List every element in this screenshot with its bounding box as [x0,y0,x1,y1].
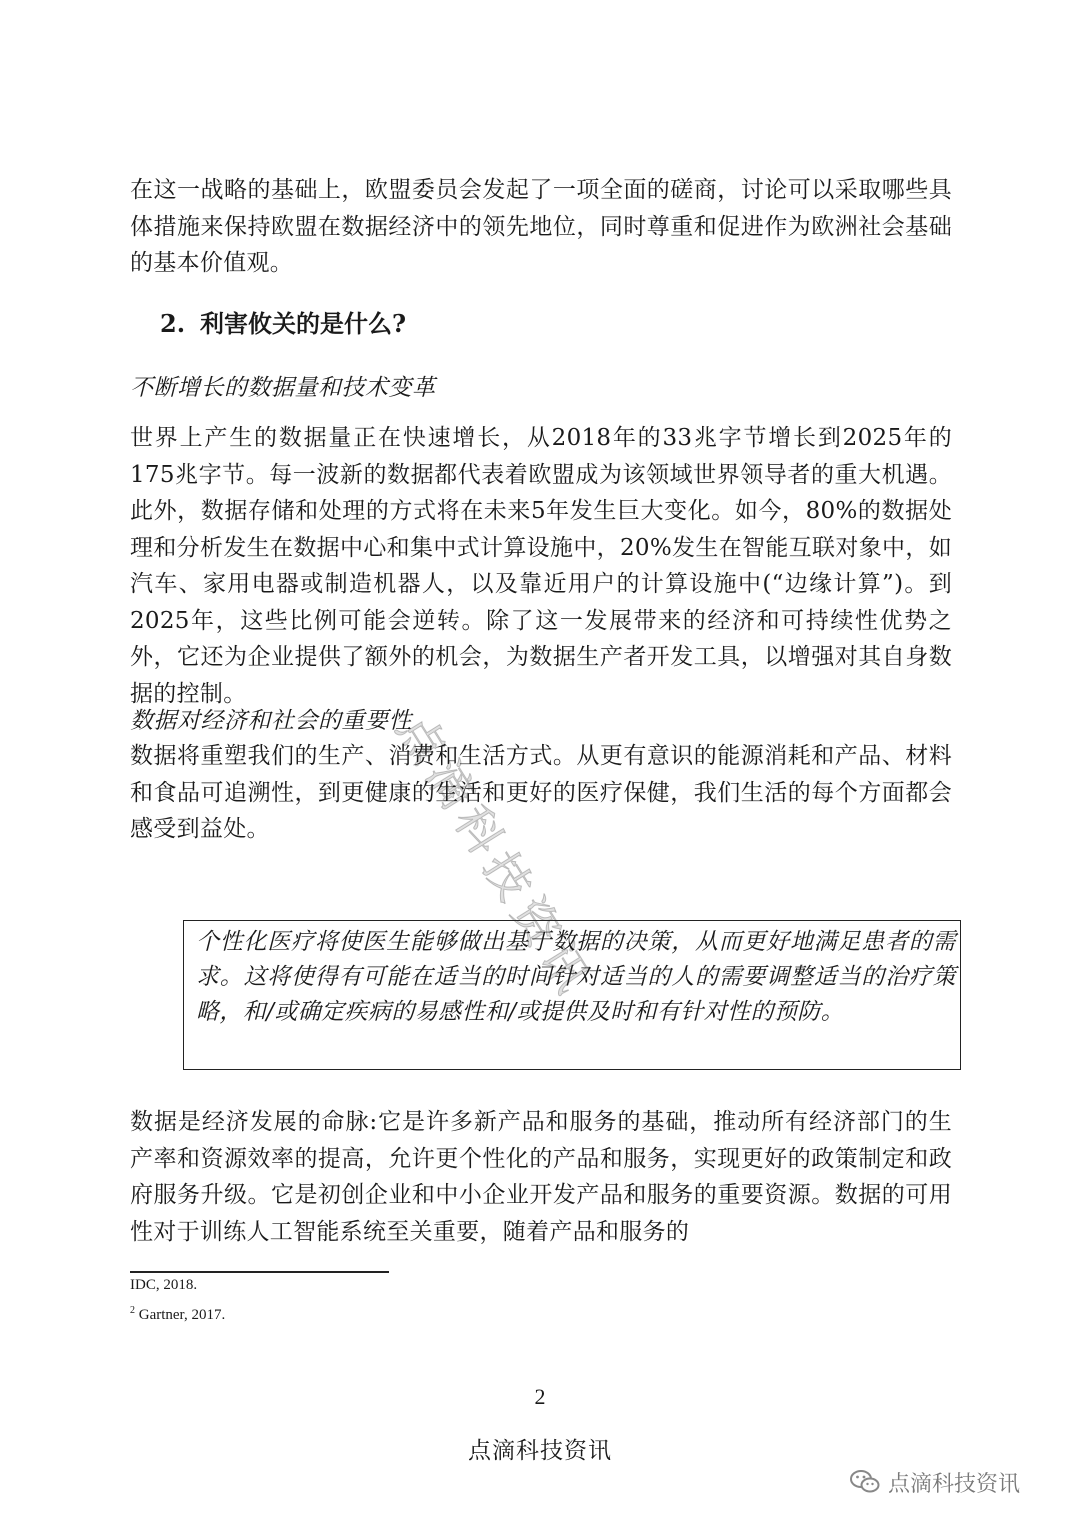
document-page: 点滴科技资讯 在这一战略的基础上，欧盟委员会发起了一项全面的磋商，讨论可以采取哪些具体措施来保持欧盟在数据经济中的领先地位，同时尊重和促进作为欧洲社会基础的基本价值观。 2. 利害攸关的是什么? 不断增长的数据量和技术变革 世界上产生的数据量正在快速增长，从2018年的33兆字节增长到2025年的175兆字节。每一波新的数据都代表着欧盟成为该领域世界领导者的重大机遇。此外，数据存储和处理的方式将在未来5年发生巨大变化。如今，80%的数据处理和分析发生在数据中心和集中式计算设施中，20%发生在智能互联对象中，如汽车、家用电器或制造机器人，以及靠近用户的计算设施中(“边缘计算”)。到2025年，这些比例可能会逆转。除了这一发展带来的经济和可持续性优势之外，它还为企业提供了额外的机会，为数据生产者开发工具，以增强对其自身数据的控制。 数据对经济和社会的重要性 数据将重塑我们的生产、消费和生活方式。从更有意识的能源消耗和产品、材料和食品可追溯性，到更健康的生活和更好的医疗保健，我们生活的每个方面都会感受到益处。 个性化医疗将使医生能够做出基于数据的决策，从而更好地满足患者的需求。这将使得有可能在适当的时间针对适当的人的需要调整适当的治疗策略，和/或确定疾病的易感性和/或提供及时和有针对性的预防。 数据是经济发展的命脉:它是许多新产品和服务的基础，推动所有经济部门的生产率和资源效率的提高，允许更个性化的产品和服务，实现更好的政策制定和政府服务升级。它是初创企业和中小企业开发产品和服务的重要资源。数据的可用性对于训练人工智能系统至关重要，随着产品和服务的 IDC, 2018. $^2$ Gartner, 2017. 2 点滴科技资讯 点滴科技资讯 [0,0,1080,1528]
footer-brand: 点滴科技资讯 [468,1438,612,1464]
paragraph-data-lifeblood: 数据是经济发展的命脉:它是许多新产品和服务的基础，推动所有经济部门的生产率和资源效率的提高，允许更个性化的产品和服务，实现更好的政策制定和政府服务升级。它是初创企业和中小企业开发产品和服务的重要资源。数据的可用性对于训练人工智能系统至关重要，随着产品和服务的 [130,1109,952,1245]
footnote-2 [130,1302,225,1324]
footnote-2-marker: 2 [130,1305,135,1316]
wechat-account-badge [850,1464,1020,1500]
quote-text: 个性化医疗将使医生能够做出基于数据的决策，从而更好地满足患者的需求。这将使得有可能在适当的时间针对适当的人的需要调整适当的治疗策略，和/或确定疾病的易感性和/或提供及时和有针对性的预防。 [196,929,956,1025]
wechat-icon [850,1469,880,1495]
wechat-account-name: 点滴科技资讯 [888,1471,1021,1497]
paragraph-data-importance: 数据将重塑我们的生产、消费和生活方式。从更有意识的能源消耗和产品、材料和食品可追溯性，到更健康的生活和更好的医疗保健，我们生活的每个方面都会感受到益处。 [130,743,952,842]
footnote-1: IDC, 2018. [130,1277,198,1293]
paragraph-intro: 在这一战略的基础上，欧盟委员会发起了一项全面的磋商，讨论可以采取哪些具体措施来保持欧盟在数据经济中的领先地位，同时尊重和促进作为欧洲社会基础的基本价值观。 [130,177,952,276]
section-heading [160,306,406,342]
section-title: 利害攸关的是什么? [200,309,407,338]
personalized-medicine-box [183,920,961,1070]
page-number: 2 [534,1384,546,1409]
footnote-2-text: Gartner, 2017. [138,1307,226,1323]
subheading-data-importance: 数据对经济和社会的重要性 [130,708,412,734]
footnote-divider [130,1271,389,1273]
section-number: 2. [160,309,186,338]
paragraph-data-growth: 世界上产生的数据量正在快速增长，从2018年的33兆字节增长到2025年的175兆字节。每一波新的数据都代表着欧盟成为该领域世界领导者的重大机遇。此外，数据存储和处理的方式将在未来5年发生巨大变化。如今，80%的数据处理和分析发生在数据中心和集中式计算设施中，20%发生在智能互联对象中，如汽车、家用电器或制造机器人，以及靠近用户的计算设施中(“边缘计算”)。到2025年，这些比例可能会逆转。除了这一发展带来的经济和可持续性优势之外，它还为企业提供了额外的机会，为数据生产者开发工具，以增强对其自身数据的控制。 [130,425,952,707]
subheading-data-growth: 不断增长的数据量和技术变革 [130,375,436,401]
